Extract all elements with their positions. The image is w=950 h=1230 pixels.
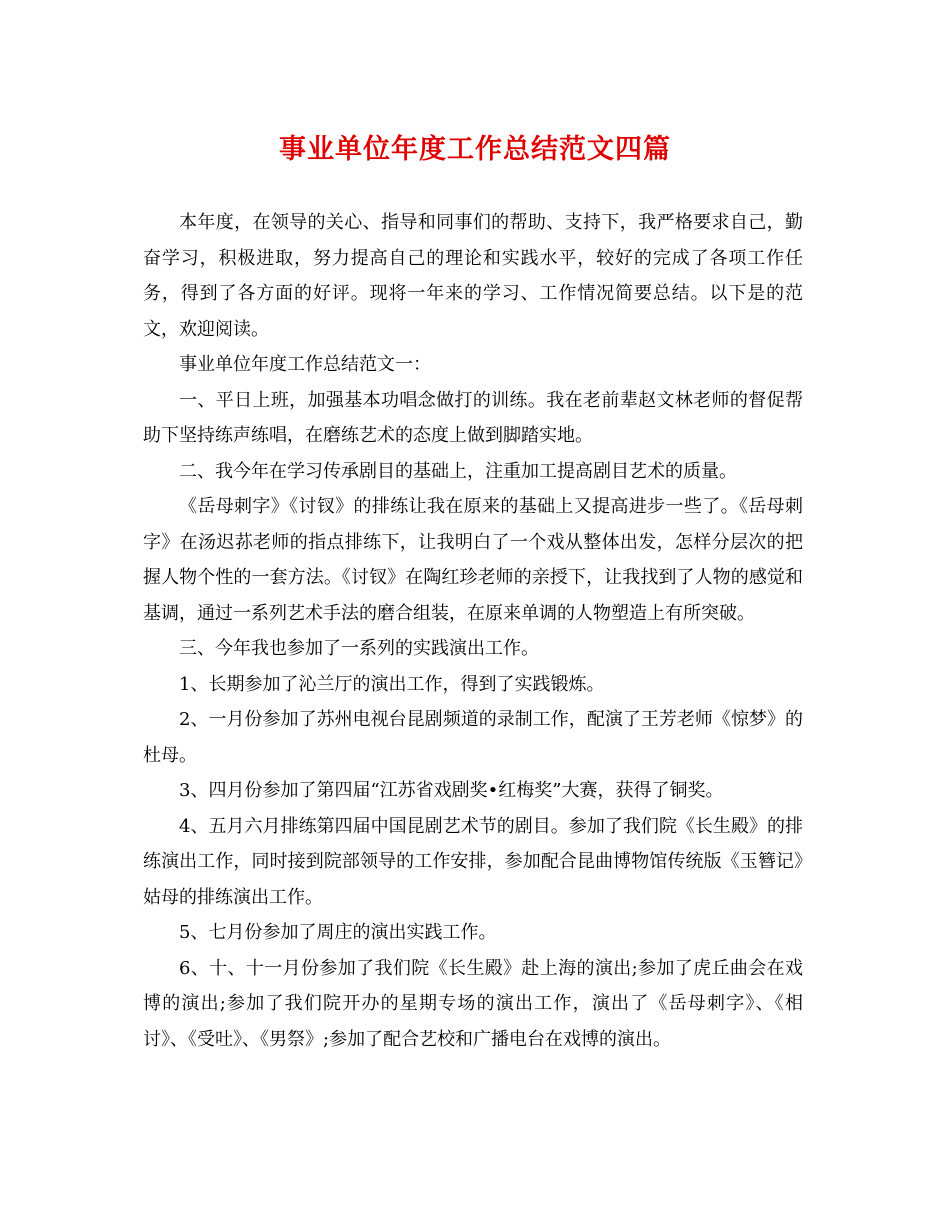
- document-body: [143, 205, 803, 1057]
- paragraph-item-3: 三、今年我也参加了一系列的实践演出工作。: [179, 638, 539, 659]
- paragraph-sub-4: 4、五月六月排练第四届中国昆剧艺术节的剧目。参加了我们院《长生殿》的排练演出工作，同时接到院部领导的工作安排，参加配合昆曲博物馆传统版《玉簪记》姑母的排练演出工作。: [143, 815, 803, 908]
- paragraph-rehearsal: 《岳母刺字》《讨钗》的排练让我在原来的基础上又提高进步一些了。《岳母刺字》在汤迟荪老师的指点排练下，让我明白了一个戏从整体出发，怎样分层次的把握人物个性的一套方法。《讨钗》在陶红珍老师的亲授下，让我找到了人物的感觉和基调，通过一系列艺术手法的磨合组装，在原来单调的人物塑造上有所突破。: [143, 496, 803, 624]
- paragraph-sub-1: 1、长期参加了沁兰厅的演出工作，得到了实践锻炼。: [179, 673, 605, 695]
- document-title: 事业单位年度工作总结范文四篇: [279, 134, 671, 165]
- paragraph-heading-sample-one: 事业单位年度工作总结范文一：: [179, 354, 431, 375]
- paragraph-sub-6: 6、十、十一月份参加了我们院《长生殿》赴上海的演出;参加了虎丘曲会在戏博的演出;参加了我们院开办的星期专场的演出工作，演出了《岳母刺字》、《相讨》、《受吐》、《男祭》;参加了配合艺校和广播电台在戏博的演出。: [143, 957, 803, 1050]
- paragraph-sub-2: 2、一月份参加了苏州电视台昆剧频道的录制工作，配演了王芳老师《惊梦》的杜母。: [143, 709, 803, 766]
- paragraph-intro: 本年度，在领导的关心、指导和同事们的帮助、支持下，我严格要求自己，勤奋学习，积极进取，努力提高自己的理论和实践水平，较好的完成了各项工作任务，得到了各方面的好评。现将一年来的学习、工作情况简要总结。以下是的范文，欢迎阅读。: [143, 212, 803, 340]
- paragraph-item-2: 二、我今年在学习传承剧目的基础上，注重加工提高剧目艺术的质量。: [179, 460, 737, 482]
- paragraph-sub-3: 3、四月份参加了第四届“江苏省戏剧奖•红梅奖”大赛，获得了铜奖。: [179, 780, 724, 801]
- paragraph-item-1: 一、平日上班，加强基本功唱念做打的训练。我在老前辈赵文林老师的督促帮助下坚持练声练唱，在磨练艺术的态度上做到脚踏实地。: [143, 389, 803, 446]
- paragraph-sub-5: 5、七月份参加了周庄的演出实践工作。: [179, 922, 497, 943]
